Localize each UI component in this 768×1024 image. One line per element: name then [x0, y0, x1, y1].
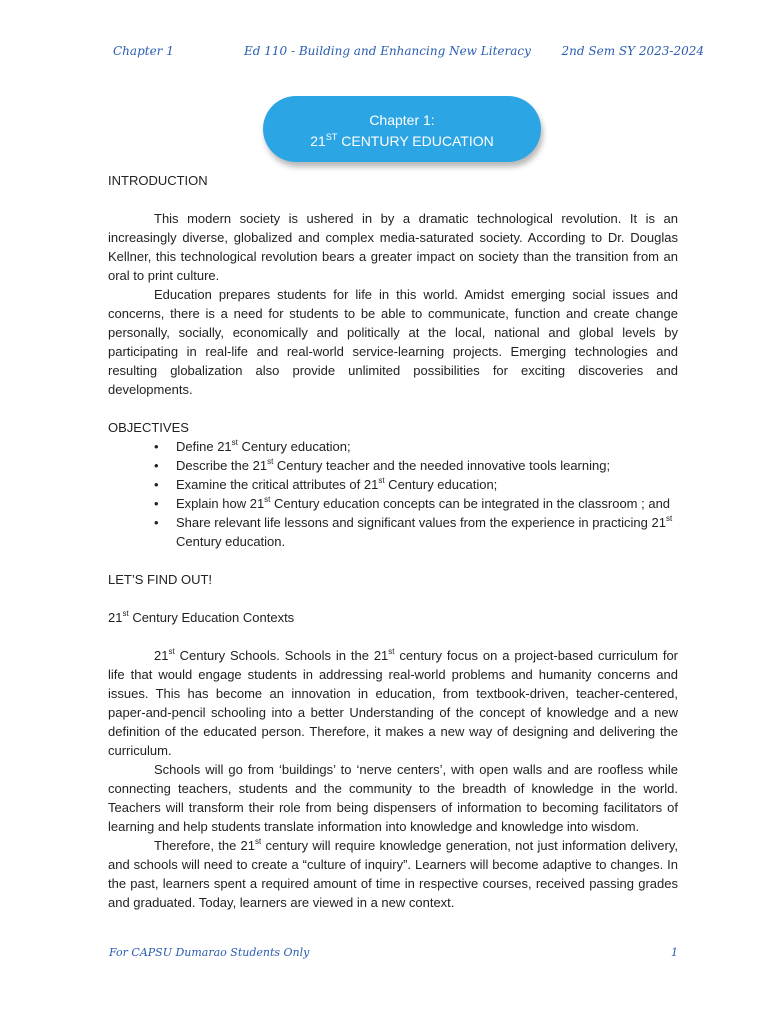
header-semester: 2nd Sem SY 2023-2024 — [561, 44, 704, 58]
bullet-icon: • — [154, 477, 159, 492]
bullet-icon: • — [154, 439, 159, 454]
introduction-paragraph-2: Education prepares students for life in this world. Amidst emerging social issues and concerns, there is a need for students to be able to communicate, function and create change personally, socially, economically and politically at the local, national and global levels by participating in real-life and real-world service-learning projects. Emerging technologies and resulting globalization also provide unlimited possibilities for exciting discoveries and developments. — [108, 287, 678, 397]
introduction-paragraph-1: This modern society is ushered in by a dramatic technological revolution. It is an increasingly diverse, globalized and complex media-saturated society. According to Dr. Douglas Kellner, this technological revolution bears a greater impact on society than the transition from an oral to print culture. — [108, 211, 678, 283]
page-number: 1 — [671, 946, 678, 959]
chapter-title-line2: 21ST CENTURY EDUCATION — [310, 132, 494, 149]
bullet-icon: • — [154, 515, 159, 530]
header-chapter: Chapter 1 — [113, 44, 174, 58]
bullet-icon: • — [154, 458, 159, 473]
contexts-subheading: 21st Century Education Contexts — [108, 609, 295, 625]
page-footer — [0, 946, 768, 962]
page-header — [0, 44, 768, 64]
objective-item: • Examine the critical attributes of 21st Century education; — [154, 476, 498, 492]
bullet-icon: • — [154, 496, 159, 511]
objectives-list — [108, 437, 678, 551]
objective-item: • Explain how 21st Century education concepts can be integrated in the classroom ; and — [154, 495, 671, 511]
document-body — [108, 171, 678, 912]
chapter-title-box — [263, 96, 541, 162]
footer-note: For CAPSU Dumarao Students Only — [109, 946, 310, 959]
contexts-paragraph-3: Therefore, the 21st century will require knowledge generation, not just information delivery, and schools will need to create a “culture of inquiry”. Learners will become adaptive to changes. In the past, learners spent a required amount of time in respective courses, received passing grades and graduated. Today, learners are viewed in a new context. — [108, 837, 678, 910]
introduction-heading: INTRODUCTION — [108, 173, 208, 188]
objective-item: • Share relevant life lessons and significant values from the experience in practicing 21st Century education. — [154, 514, 673, 549]
objective-item: • Describe the 21st Century teacher and the needed innovative tools learning; — [154, 457, 611, 473]
find-out-heading: LET’S FIND OUT! — [108, 572, 213, 587]
objective-item: • Define 21st Century education; — [154, 438, 351, 454]
header-course: Ed 110 - Building and Enhancing New Literacy — [244, 44, 531, 58]
objectives-heading: OBJECTIVES — [108, 420, 189, 435]
contexts-paragraph-2: Schools will go from ‘buildings’ to ‘nerve centers’, with open walls and are roofless while connecting teachers, students and the community to the breadth of knowledge in the world. Teachers will transform their role from being dispensers of information to becoming facilitators of learning and help students translate information into knowledge and knowledge into wisdom. — [108, 762, 678, 834]
chapter-title-line1: Chapter 1: — [369, 112, 435, 128]
contexts-paragraph-1: 21st Century Schools. Schools in the 21st century focus on a project-based curriculum for life that would engage students in addressing real-world problems and humanity concerns and issues. This has become an innovation in education, from textbook-driven, teacher-centered, paper-and-pencil schooling into a better Understanding of the concept of knowledge and a new definition of the educated person. Therefore, it makes a new way of designing and delivering the curriculum. — [108, 647, 679, 758]
